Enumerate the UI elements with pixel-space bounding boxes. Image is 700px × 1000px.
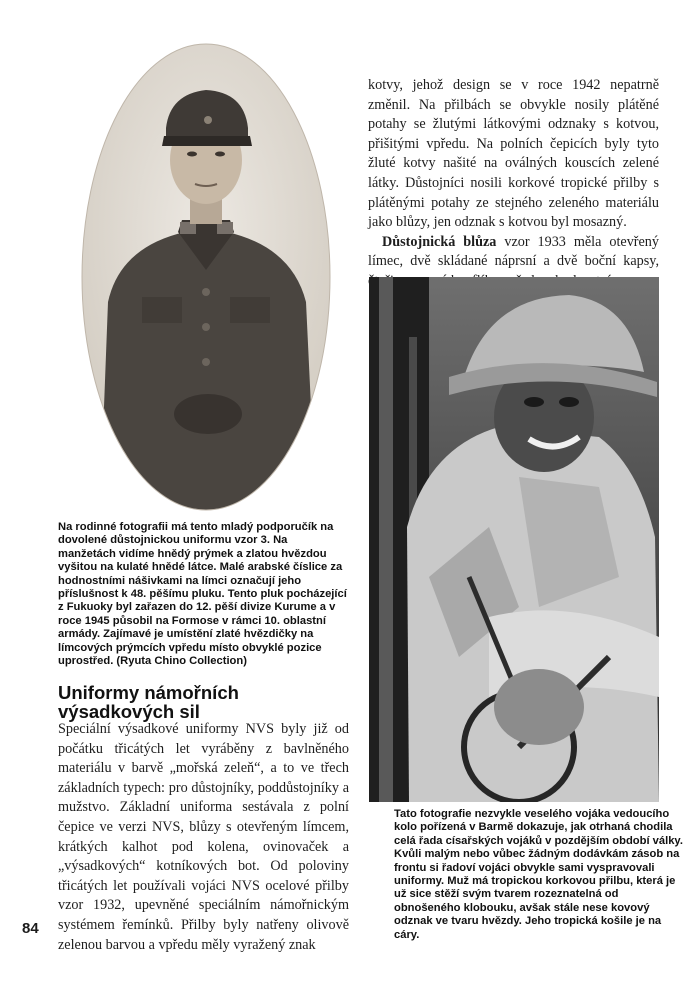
right-paragraph-2-term: Důstojnická blůza xyxy=(382,233,497,250)
section-heading xyxy=(58,683,348,721)
portrait-photo xyxy=(80,42,332,512)
section-heading-line2: výsadkových sil xyxy=(58,701,200,722)
soldier-caption: Tato fotografie nezvykle veselého vojáka vedoucího kolo pořízená v Barmě dokazuje, jak otrhaná chodila celá řada císařských vojáků v pozdějším období války. Kvůli malým nebo vůbec žádným dodávkám zásob na frontu si řadoví vojáci obvykle sami vyspravovali uniformy. Muž má tropickou korkovou přilbu, která je už sice stěží svým tvarem rozeznatelná od obnošeného klobouku, avšak stále nese kovový odznak ve tvaru hvězdy. Jeho tropická košile je na cáry. xyxy=(394,808,683,941)
right-body-text xyxy=(368,76,659,292)
portrait-caption: Na rodinné fotografii má tento mladý podporučík na dovolené důstojnickou uniformu vzor 3. Na manžetách vidíme hnědý prýmek a zlatou hvězdou vyšitou na kulaté hnědé látce. Malé arabské číslice za hodnostními nášivkami na límci označují jeho příslušnost k 48. pěšímu pluku. Tento pluk pocházející z Fukuoky byl zařazen do 12. pěší divize Kurume a v roce 1945 působil na Formose v rámci 10. oblastní armády. Zajímavé je umístění zlaté hvězdičky na límcových prýmcích vpředu místo obvyklé pozice uprostřed. (Ryuta Chino Collection) xyxy=(58,521,347,668)
soldier-photo xyxy=(369,277,659,802)
right-paragraph-1: kotvy, jehož design se v roce 1942 nepatrně změnil. Na přilbách se obvykle nosily plátěné potahy se žlutými látkovými odznaky s kotvou, přišitými vpředu. Na polních čepicích byly tyto žluté kotvy našité na oválných kouscích zelené látky. Důstojníci nosili korkové tropické přilby s plátěnými potahy ze stejného zeleného materiálu jako blůzy, jen odznak s kotvou byl mosazný. xyxy=(368,77,659,231)
right-paragraph-2-rest: vzor 1933 měla otevřený límec, dvě skládané náprsní a dvě boční kapsy, xyxy=(368,233,659,270)
section-heading-line1: Uniformy námořních xyxy=(58,682,239,703)
page-number: 84 xyxy=(22,920,39,937)
left-body-text: Speciální výsadkové uniformy NVS byly již od počátku třicátých let vyráběny z bavlněného materiálu v barvě „mořská zeleň“, a to ve třech základních typech: pro důstojníky, poddůstojníky a mužstvo. Základní uniforma sestávala z polní čepice ve verzi NVS, blůzy s otevřeným límcem, krátkých kalhot pod kolena, ovinovaček a „výsadkových“ kotníkových bot. Od poloviny třicátých let používali vojáci NVS ocelové přilby vzor 1932, upevněné speciálním námořnickým systémem řemínků. Přilby byly natřeny olivově zelenou barvou a vpředu měly vyražený znak xyxy=(58,721,349,953)
